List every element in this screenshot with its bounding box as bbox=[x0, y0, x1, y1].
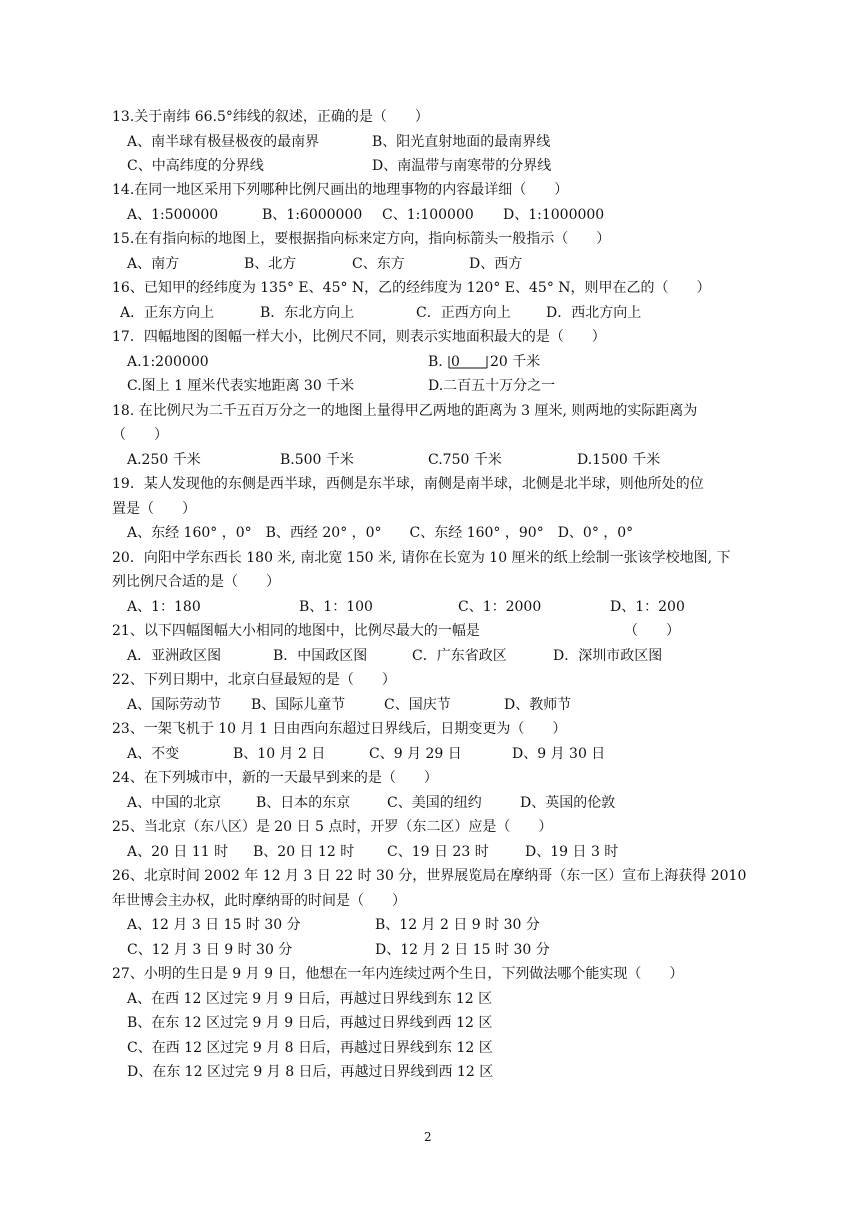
question-21-option-d: D．深圳市政区图 bbox=[553, 648, 663, 664]
question-25-option-c: C、19 日 23 时 bbox=[387, 844, 489, 860]
question-24-option-a: A、中国的北京 bbox=[127, 795, 222, 811]
question-24-option-d: D、英国的伦敦 bbox=[520, 795, 616, 811]
question-15-option-b: B、北方 bbox=[244, 256, 297, 272]
question-17-option-d: D.二百五十万分之一 bbox=[428, 378, 556, 394]
question-18-option-c: C.750 千米 bbox=[428, 452, 502, 468]
question-16-option-a: A．正东方向上 bbox=[120, 305, 215, 321]
question-21-stem: 21、以下四幅图幅大小相同的地图中，比例尽最大的一幅是 bbox=[112, 623, 480, 639]
question-17-option-c: C.图上 1 厘米代表实地距离 30 千米 bbox=[127, 378, 355, 394]
question-22-option-a: A、国际劳动节 bbox=[127, 697, 222, 713]
question-26-option-d: D、12 月 2 日 15 时 30 分 bbox=[375, 942, 550, 958]
question-15-stem: 15.在有指向标的地图上，要根据指向标来定方向，指向标箭头一般指示（ ） bbox=[112, 231, 611, 247]
question-24-stem: 24、在下列城市中，新的一天最早到来的是（ ） bbox=[112, 770, 438, 786]
question-18-option-b: B.500 千米 bbox=[280, 452, 354, 468]
question-23-option-b: B、10 月 2 日 bbox=[233, 746, 326, 762]
question-25-option-a: A、20 日 11 时 bbox=[127, 844, 229, 860]
question-17-scale-end: 20 千米 bbox=[490, 354, 541, 370]
question-16-option-b: B．东北方向上 bbox=[260, 305, 355, 321]
question-23-option-c: C、9 月 29 日 bbox=[369, 746, 462, 762]
question-18-stem-line2: （ ） bbox=[112, 427, 168, 443]
question-14-option-d: D、1:1000000 bbox=[503, 207, 605, 223]
question-26-option-a: A、12 月 3 日 15 时 30 分 bbox=[127, 917, 301, 933]
question-13-option-a: A、南半球有极昼极夜的最南界 bbox=[127, 134, 320, 150]
question-18-stem-line1: 18. 在比例尺为二千五百万分之一的地图上量得甲乙两地的距离为 3 厘米, 则两地的实际距离为 bbox=[112, 403, 698, 419]
question-27-stem: 27、小明的生日是 9 月 9 日，他想在一年内连续过两个生日，下列做法哪个能实现（ ） bbox=[112, 966, 684, 982]
question-13-option-c: C、中高纬度的分界线 bbox=[127, 158, 264, 174]
question-20-option-a: A、1：180 bbox=[127, 599, 201, 615]
question-13-option-b: B、阳光直射地面的最南界线 bbox=[372, 134, 551, 150]
question-21-option-c: C．广东省政区 bbox=[412, 648, 507, 664]
question-22-option-d: D、教师节 bbox=[504, 697, 572, 713]
question-23-stem: 23、一架飞机于 10 月 1 日由西向东超过日界线后，日期变更为（ ） bbox=[112, 721, 567, 737]
question-17-option-b-prefix: B. bbox=[428, 354, 443, 370]
question-18-option-a: A.250 千米 bbox=[127, 452, 201, 468]
question-27-option-a: A、在西 12 区过完 9 月 9 日后，再越过日界线到东 12 区 bbox=[127, 991, 493, 1007]
question-26-option-b: B、12 月 2 日 9 时 30 分 bbox=[375, 917, 540, 933]
question-17-stem: 17．四幅地图的图幅一样大小，比例尺不同，则表示实地面积最大的是（ ） bbox=[112, 329, 606, 345]
question-13-option-d: D、南温带与南寒带的分界线 bbox=[372, 158, 552, 174]
question-21-answer-paren: （ ） bbox=[624, 623, 680, 639]
question-16-option-d: D．西北方向上 bbox=[546, 305, 642, 321]
question-19-stem-line1: 19．某人发现他的东侧是西半球，西侧是东半球，南侧是南半球，北侧是北半球，则他所处的位 bbox=[112, 476, 704, 492]
question-24-option-b: B、日本的东京 bbox=[256, 795, 351, 811]
question-23-option-a: A、不变 bbox=[127, 746, 180, 762]
question-16-option-c: C．正西方向上 bbox=[416, 305, 511, 321]
question-19-stem-line2: 置是（ ） bbox=[112, 501, 196, 517]
question-19-options: A、东经 160° ，0° B、西经 20° ，0° C、东经 160° ，90° D、0° ，0° bbox=[127, 525, 634, 541]
page-number: 2 bbox=[424, 1130, 432, 1144]
question-16-stem: 16、已知甲的经纬度为 135° E、45° N，乙的经纬度为 120° E、45° N，则甲在乙的（ ） bbox=[112, 280, 711, 296]
question-17-scale-start: 0 bbox=[451, 354, 460, 370]
question-22-option-c: C、国庆节 bbox=[384, 697, 451, 713]
question-15-option-d: D、西方 bbox=[469, 256, 523, 272]
question-20-stem-line2: 列比例尺合适的是（ ） bbox=[112, 574, 280, 590]
question-20-stem-line1: 20．向阳中学东西长 180 米, 南北宽 150 米, 请你在长宽为 10 厘米的纸上绘制一张该学校地图, 下 bbox=[112, 550, 731, 566]
question-23-option-d: D、9 月 30 日 bbox=[512, 746, 606, 762]
question-24-option-c: C、美国的纽约 bbox=[387, 795, 482, 811]
question-21-option-a: A．亚洲政区图 bbox=[127, 648, 222, 664]
question-25-stem: 25、当北京（东八区）是 20 日 5 点时，开罗（东二区）应是（ ） bbox=[112, 819, 553, 835]
question-18-option-d: D.1500 千米 bbox=[577, 452, 661, 468]
question-25-option-b: B、20 日 12 时 bbox=[253, 844, 355, 860]
question-27-option-c: C、在西 12 区过完 9 月 8 日后，再越过日界线到东 12 区 bbox=[127, 1040, 493, 1056]
question-20-option-c: C、1：2000 bbox=[458, 599, 542, 615]
question-22-stem: 22、下列日期中，北京白昼最短的是（ ） bbox=[112, 672, 396, 688]
question-21-option-b: B．中国政区图 bbox=[273, 648, 368, 664]
question-15-option-a: A、南方 bbox=[127, 256, 180, 272]
question-27-option-b: B、在东 12 区过完 9 月 9 日后，再越过日界线到西 12 区 bbox=[127, 1015, 493, 1031]
question-20-option-d: D、1：200 bbox=[610, 599, 685, 615]
question-17-option-a: A.1:200000 bbox=[127, 354, 209, 370]
question-14-stem: 14.在同一地区采用下列哪种比例尺画出的地理事物的内容最详细（ ） bbox=[112, 182, 569, 198]
question-15-option-c: C、东方 bbox=[352, 256, 405, 272]
question-14-option-a: A、1:500000 bbox=[127, 207, 219, 223]
question-14-option-b: B、1:6000000 bbox=[262, 207, 363, 223]
question-26-stem-line2: 年世博会主办权，此时摩纳哥的时间是（ ） bbox=[112, 893, 406, 909]
question-25-option-d: D、19 日 3 时 bbox=[525, 844, 619, 860]
question-26-option-c: C、12 月 3 日 9 时 30 分 bbox=[127, 942, 293, 958]
question-20-option-b: B、1：100 bbox=[299, 599, 373, 615]
question-13-stem: 13.关于南纬 66.5°纬线的叙述，正确的是（ ） bbox=[112, 109, 429, 125]
question-26-stem-line1: 26、北京时间 2002 年 12 月 3 日 22 时 30 分，世界展览局在摩纳哥（东一区）宣布上海获得 2010 bbox=[112, 868, 747, 884]
question-22-option-b: B、国际儿童节 bbox=[251, 697, 346, 713]
question-14-option-c: C、1:100000 bbox=[382, 207, 474, 223]
question-27-option-d: D、在东 12 区过完 9 月 8 日后，再越过日界线到西 12 区 bbox=[127, 1064, 494, 1080]
